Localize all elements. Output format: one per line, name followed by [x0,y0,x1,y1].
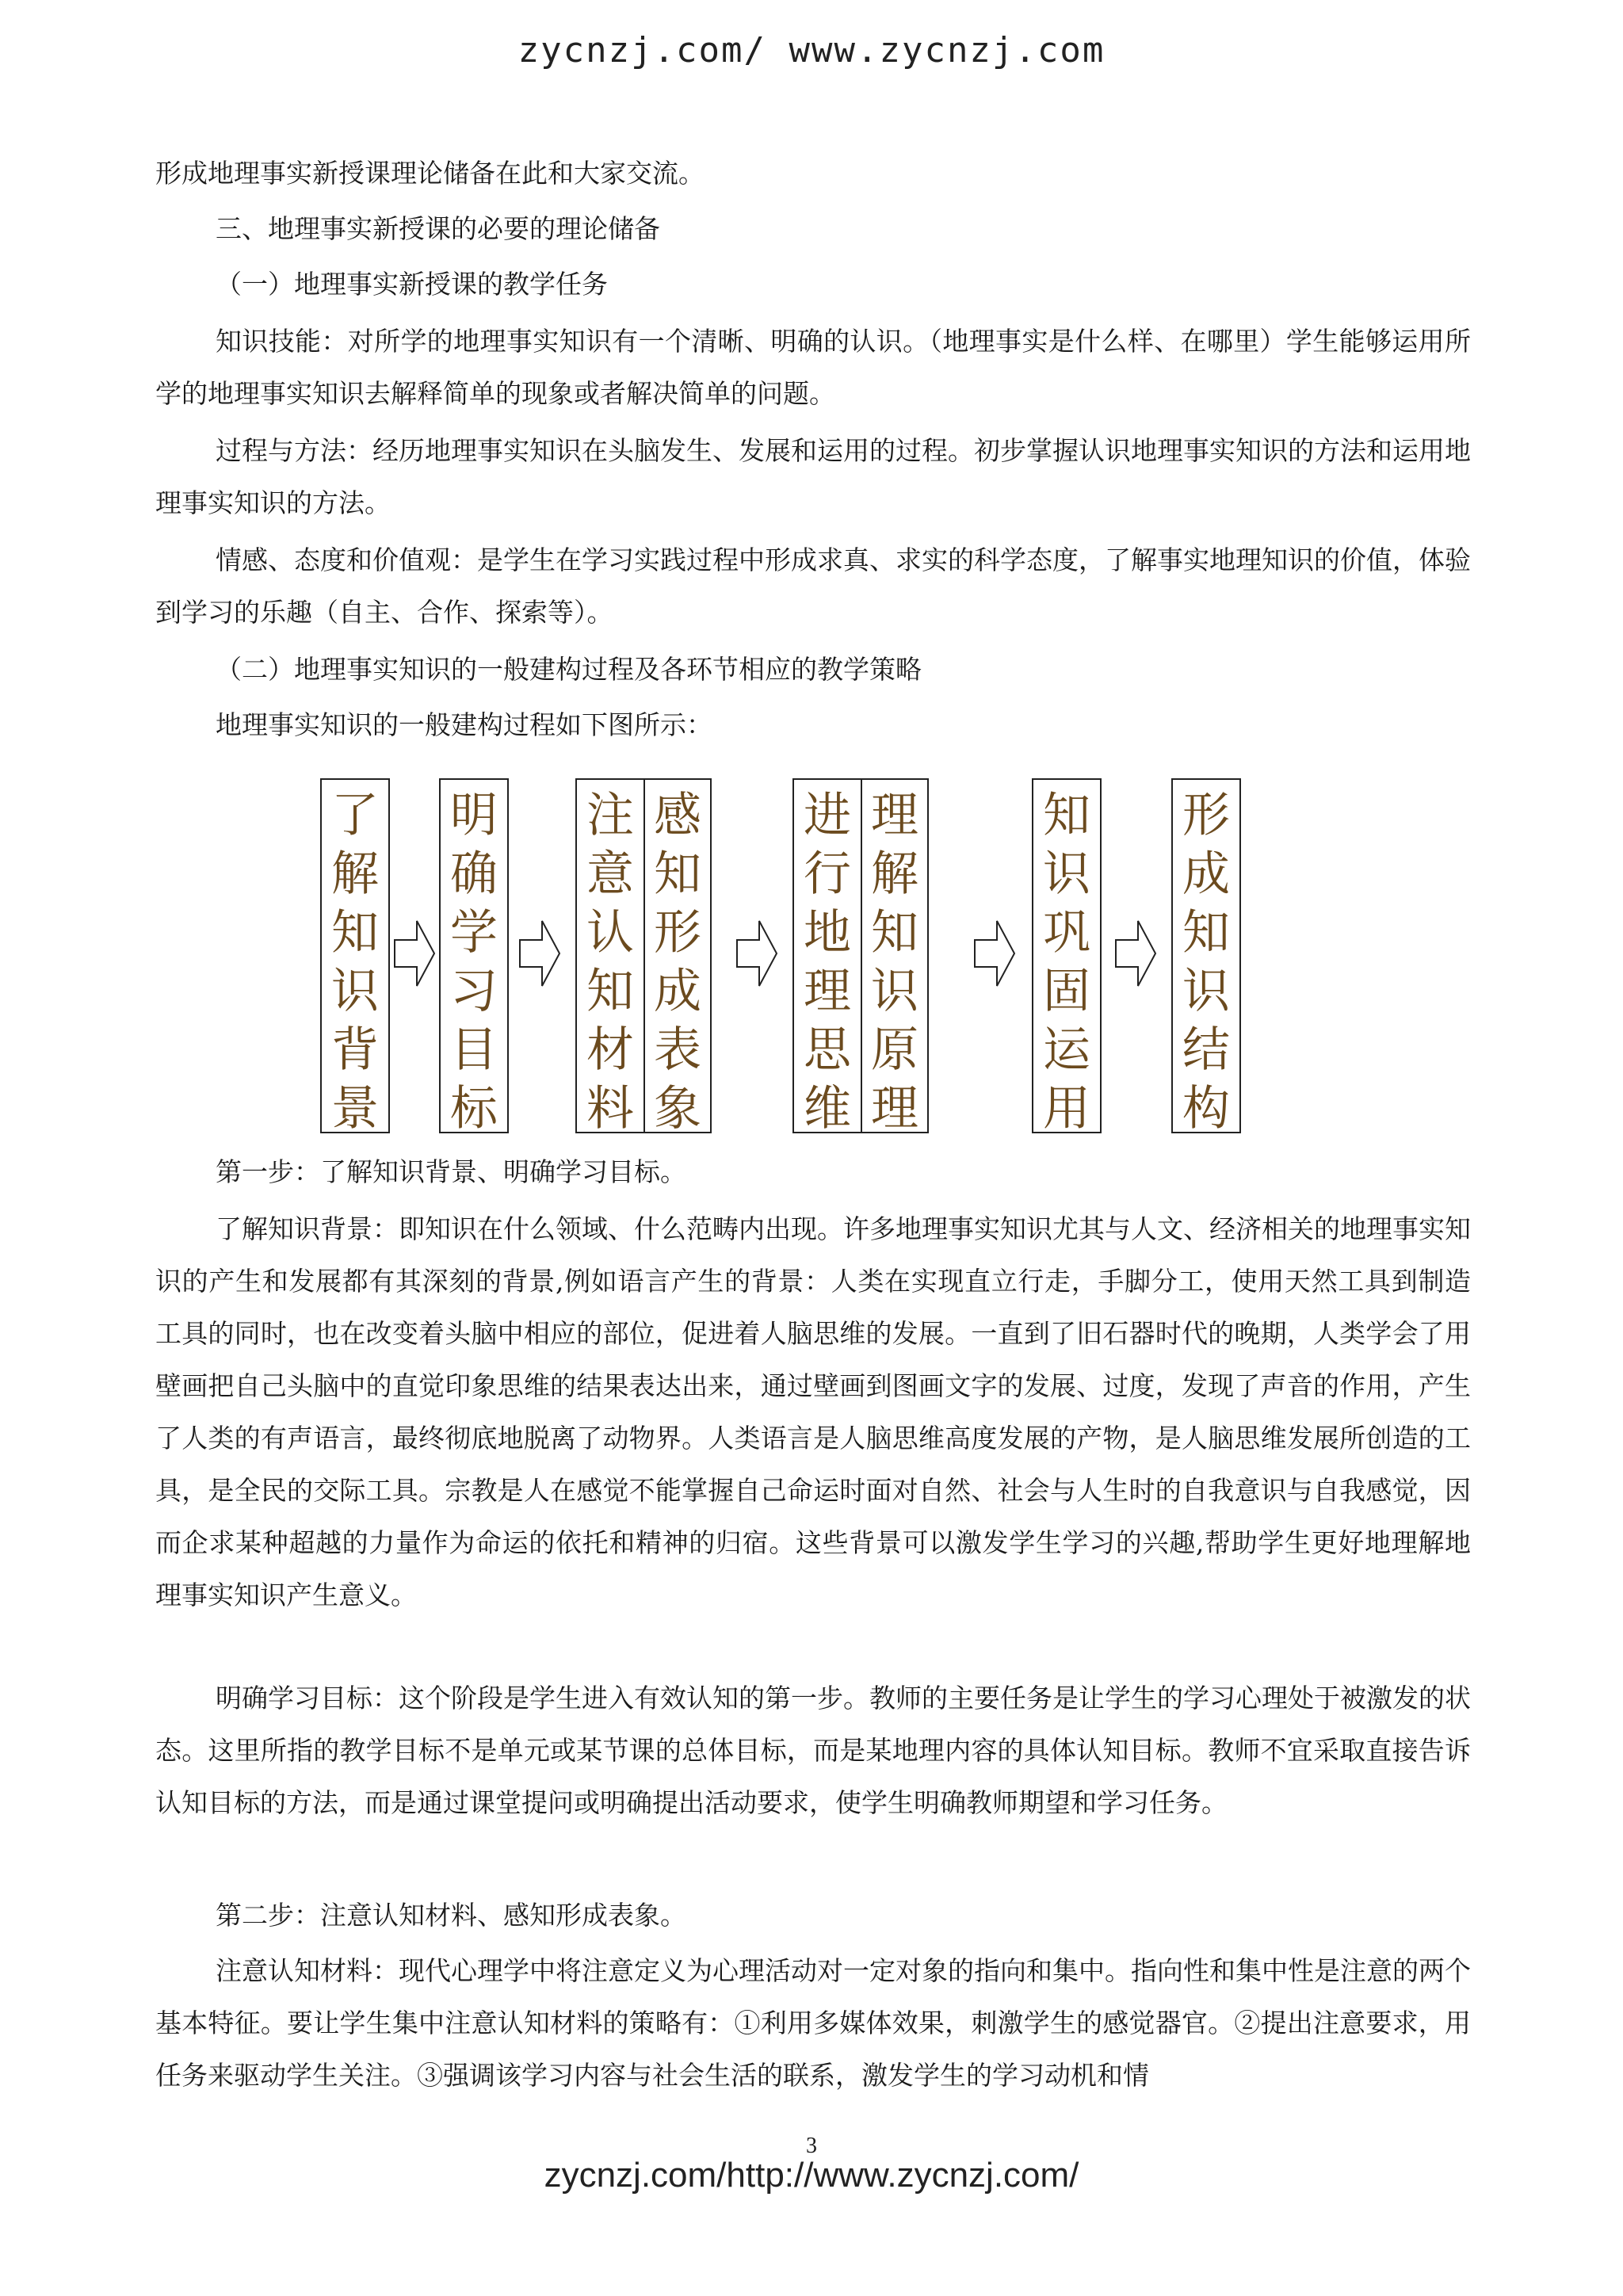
flow-char: 解 [331,846,379,902]
flow-char: 理 [871,788,918,843]
flow-char: 成 [654,964,701,1019]
flow-char: 景 [331,1081,379,1137]
flow-box-1 [320,778,390,1137]
paragraph: 地理事实知识的一般建构过程如下图所示： [216,709,712,740]
flow-box-3 [575,778,712,1137]
flow-char: 知 [1043,788,1090,843]
flow-box-4 [792,778,929,1137]
flow-char: 象 [654,1081,701,1137]
flow-text [577,780,643,1137]
flow-char: 结 [1182,1022,1230,1078]
flow-char: 知 [586,964,634,1019]
flow-char: 明 [450,788,498,843]
flow-char: 形 [654,905,701,961]
flow-char: 材 [586,1022,634,1078]
flow-char: 解 [871,846,918,902]
flow-text [861,780,927,1137]
flow-char: 料 [586,1081,634,1137]
step-heading: 第二步：注意认知材料、感知形成表象。 [216,1900,686,1931]
flow-char: 地 [804,905,851,961]
flow-char: 学 [450,905,498,961]
flow-char: 习 [450,964,498,1019]
flow-char: 背 [331,1022,379,1078]
flow-box-6 [1171,778,1241,1137]
flow-char: 原 [871,1022,918,1078]
flow-diagram [155,778,1471,1137]
flow-char: 维 [804,1081,851,1137]
flow-box-5 [1032,778,1102,1137]
flow-char: 思 [804,1022,851,1078]
flow-char: 知 [654,846,701,902]
paragraph: 情感、态度和价值观：是学生在学习实践过程中形成求真、求实的科学态度，了解事实地理知识的价值，体验到学习的乐趣（自主、合作、探索等）。 [155,544,1471,628]
flow-char: 表 [654,1022,701,1078]
arrow-right-icon [518,918,561,989]
flow-char: 目 [450,1022,498,1078]
flow-char: 确 [450,846,498,902]
paragraph: 过程与方法：经历地理事实知识在头脑发生、发展和运用的过程。初步掌握认识地理事实知识的方法和运用地理事实知识的方法。 [155,435,1471,518]
flow-char: 标 [450,1081,498,1137]
section-heading: 三、地理事实新授课的必要的理论储备 [216,213,660,244]
flow-char: 识 [1043,846,1090,902]
flow-char: 巩 [1043,905,1090,961]
arrow-right-icon [973,918,1016,989]
flow-text [794,780,861,1137]
flow-text [1033,780,1100,1137]
flow-box-2 [439,778,509,1137]
page-header: zycnzj.com/ www.zycnzj.com [517,30,1106,71]
flow-char: 运 [1043,1022,1090,1078]
flow-char: 注 [586,788,634,843]
paragraph: 注意认知材料：现代心理学中将注意定义为心理活动对一定对象的指向和集中。指向性和集中性是注意的两个基本特征。要让学生集中注意认知材料的策略有：①利用多媒体效果，刺激学生的感觉器官。②提出注意要求，用任务来驱动学生关注。③强调该学习内容与社会生活的联系，激发学生的学习动机和情 [155,1955,1471,2091]
step-heading: 第一步：了解知识背景、明确学习目标。 [216,1156,686,1187]
flow-char: 用 [1043,1081,1090,1137]
flow-char: 识 [871,964,918,1019]
flow-char: 认 [586,905,634,961]
paragraph: 形成地理事实新授课理论储备在此和大家交流。 [155,158,705,189]
subsection-heading: （一）地理事实新授课的教学任务 [216,269,608,300]
flow-char: 识 [1182,964,1230,1019]
page-number: 3 [806,2134,817,2158]
flow-char: 意 [586,846,634,902]
page-footer: zycnzj.com/http://www.zycnzj.com/ [544,2156,1079,2195]
flow-char: 识 [331,964,379,1019]
flow-char: 固 [1043,964,1090,1019]
subsection-heading: （二）地理事实知识的一般建构过程及各环节相应的教学策略 [216,654,922,685]
flow-char: 了 [331,788,379,843]
paragraph: 明确学习目标：这个阶段是学生进入有效认知的第一步。教师的主要任务是让学生的学习心理处于被激发的状态。这里所指的教学目标不是单元或某节课的总体目标，而是某地理内容的具体认知目标。教师不宜采取直接告诉认知目标的方法，而是通过课堂提问或明确提出活动要求，使学生明确教师期望和学习任务。 [155,1683,1471,1818]
flow-char: 构 [1182,1081,1230,1137]
flow-text [322,780,388,1137]
flow-char: 感 [654,788,701,843]
flow-char: 知 [871,905,918,961]
flow-text [643,780,710,1137]
flow-char: 理 [871,1081,918,1137]
flow-char: 理 [804,964,851,1019]
flow-char: 形 [1182,788,1230,843]
flow-text [441,780,507,1137]
paragraph: 知识技能：对所学的地理事实知识有一个清晰、明确的认识。（地理事实是什么样、在哪里）学生能够运用所学的地理事实知识去解释简单的现象或者解决简单的问题。 [155,326,1471,409]
flow-char: 知 [1182,905,1230,961]
flow-char: 成 [1182,846,1230,902]
flow-text [1173,780,1239,1137]
flow-char: 行 [804,846,851,902]
flow-char: 进 [804,788,851,843]
flow-char: 知 [331,905,379,961]
paragraph: 了解知识背景：即知识在什么领域、什么范畴内出现。许多地理事实知识尤其与人文、经济相关的地理事实知识的产生和发展都有其深刻的背景,例如语言产生的背景：人类在实现直立行走，手脚分工，使用天然工具到制造工具的同时，也在改变着头脑中相应的部位，促进着人脑思维的发展。一直到了旧石器时代的晚期，人类学会了用壁画把自己头脑中的直觉印象思维的结果表达出来，通过壁画到图画文字的发展、过度，发现了声音的作用，产生了人类的有声语言，最终彻底地脱离了动物界。人类语言是人脑思维高度发展的产物，是人脑思维发展所创造的工具，是全民的交际工具。宗教是人在感觉不能掌握自己命运时面对自然、社会与人生时的自我意识与自我感觉，因而企求某种超越的力量作为命运的依托和精神的归宿。这些背景可以激发学生学习的兴趣,帮助学生更好地理解地理事实知识产生意义。 [155,1213,1471,1610]
arrow-right-icon [393,918,436,989]
arrow-right-icon [1114,918,1157,989]
arrow-right-icon [735,918,778,989]
